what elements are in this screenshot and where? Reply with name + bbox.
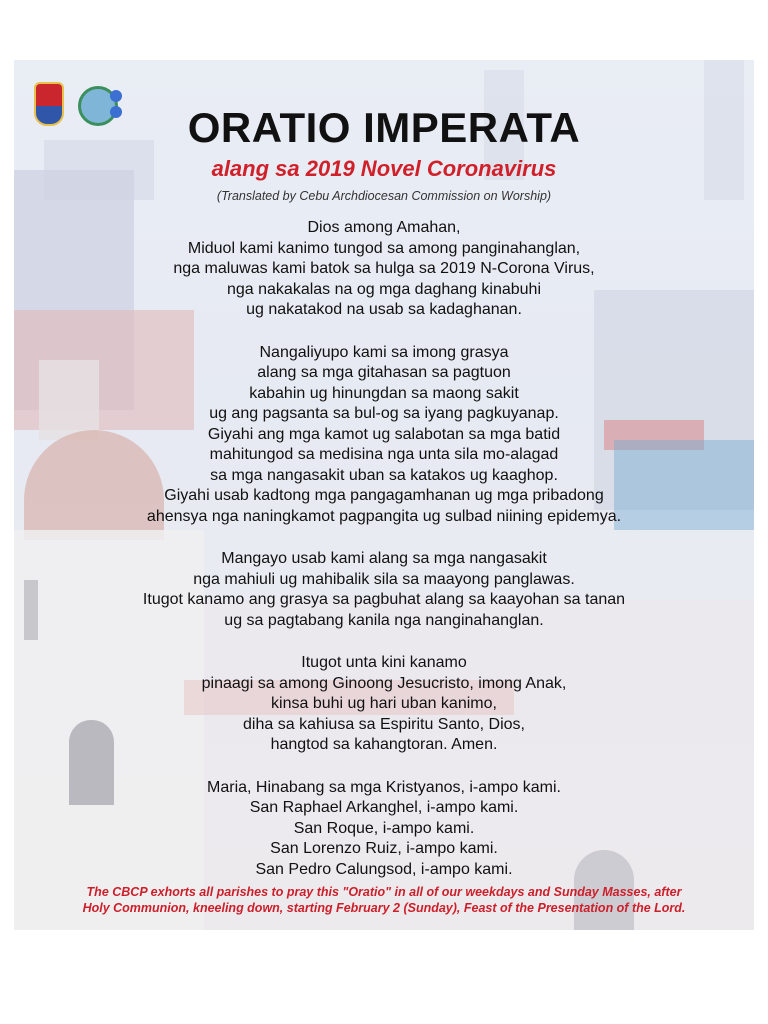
prayer-line: Maria, Hinabang sa mga Kristyanos, i-ampo kami.: [207, 778, 561, 796]
prayer-body: [14, 218, 754, 902]
subtitle-main: 2019 Novel Coronavirus: [305, 156, 557, 181]
prayer-line: sa mga nangasakit uban sa katakos ug kaaghop.: [210, 466, 558, 484]
prayer-line: nga nakakalas na og mga daghang kinabuhi: [226, 280, 542, 298]
footer-line: The CBCP exhorts all parishes to pray this "Oratio" in all of our weekdays and Sunday Masses, after: [86, 885, 682, 899]
prayer-line: hangtod sa kahangtoran. Amen.: [270, 736, 498, 753]
prayer-line: Itugot kanamo ang grasya sa pagbuhat alang sa kaayohan sa tanan: [142, 591, 626, 608]
translation-note: (Translated by Cebu Archdiocesan Commission on Worship): [216, 189, 552, 203]
prayer-line: Dios among Amahan,: [307, 219, 461, 236]
prayer-line: Miduol kami kanimo tungod sa among panginahanglan,: [187, 239, 581, 257]
prayer-line: Itugot unta kini kanamo: [301, 654, 467, 671]
prayer-line: San Roque, i-ampo kami.: [293, 819, 475, 837]
poster-title: ORATIO IMPERATA: [187, 104, 581, 151]
prayer-stanza: [14, 653, 754, 756]
footer-line: Holy Communion, kneeling down, starting February 2 (Sunday), Feast of the Presentation of the Lord.: [82, 901, 686, 915]
poster-subtitle: [14, 156, 754, 182]
prayer-line: Giyahi usab kadtong mga pangagamhanan ug mga pribadong: [164, 487, 604, 504]
prayer-line: ug sa pagtabang kanila nga nanginahanglan.: [224, 611, 544, 629]
prayer-stanza: [14, 549, 754, 631]
subtitle-prefix: alang sa: [211, 156, 300, 181]
social-badge-icon: [110, 90, 122, 102]
prayer-line: pinaagi sa among Ginoong Jesucristo, imong Anak,: [201, 674, 567, 692]
prayer-line: Nangaliyupo kami sa imong grasya: [259, 343, 509, 361]
prayer-line: ug ang pagsanta sa bul-og sa iyang pagkuyanap.: [209, 405, 559, 422]
prayer-stanza: [14, 218, 754, 321]
prayer-line: nga mahiuli ug mahibalik sila sa maayong panglawas.: [193, 570, 575, 588]
prayer-line: mahitungod sa medisina nga unta sila mo-alagad: [209, 446, 559, 463]
prayer-line: San Raphael Arkanghel, i-ampo kami.: [249, 799, 519, 816]
prayer-line: ahensya nga naningkamot pagpangita ug sulbad niining epidemya.: [146, 507, 622, 525]
prayer-line: ug nakatakod na usab sa kadaghanan.: [246, 301, 522, 318]
prayer-line: San Pedro Calungsod, i-ampo kami.: [255, 860, 513, 878]
prayer-line: Giyahi ang mga kamot ug salabotan sa mga batid: [207, 425, 561, 443]
prayer-stanza: [14, 778, 754, 881]
prayer-line: nga maluwas kami batok sa hulga sa 2019 N-Corona Virus,: [173, 260, 595, 277]
prayer-line: kabahin ug hinungdan sa maong sakit: [249, 384, 519, 402]
prayer-line: Mangayo usab kami alang sa mga nangasakit: [221, 550, 547, 567]
prayer-stanza: [14, 343, 754, 528]
cbcp-note: [14, 884, 754, 916]
prayer-line: San Lorenzo Ruiz, i-ampo kami.: [270, 840, 498, 857]
prayer-line: alang sa mga gitahasan sa pagtuon: [257, 364, 511, 381]
prayer-poster: [14, 60, 754, 930]
prayer-line: diha sa kahiusa sa Espiritu Santo, Dios,: [243, 715, 525, 733]
prayer-line: kinsa buhi ug hari uban kanimo,: [271, 695, 497, 712]
